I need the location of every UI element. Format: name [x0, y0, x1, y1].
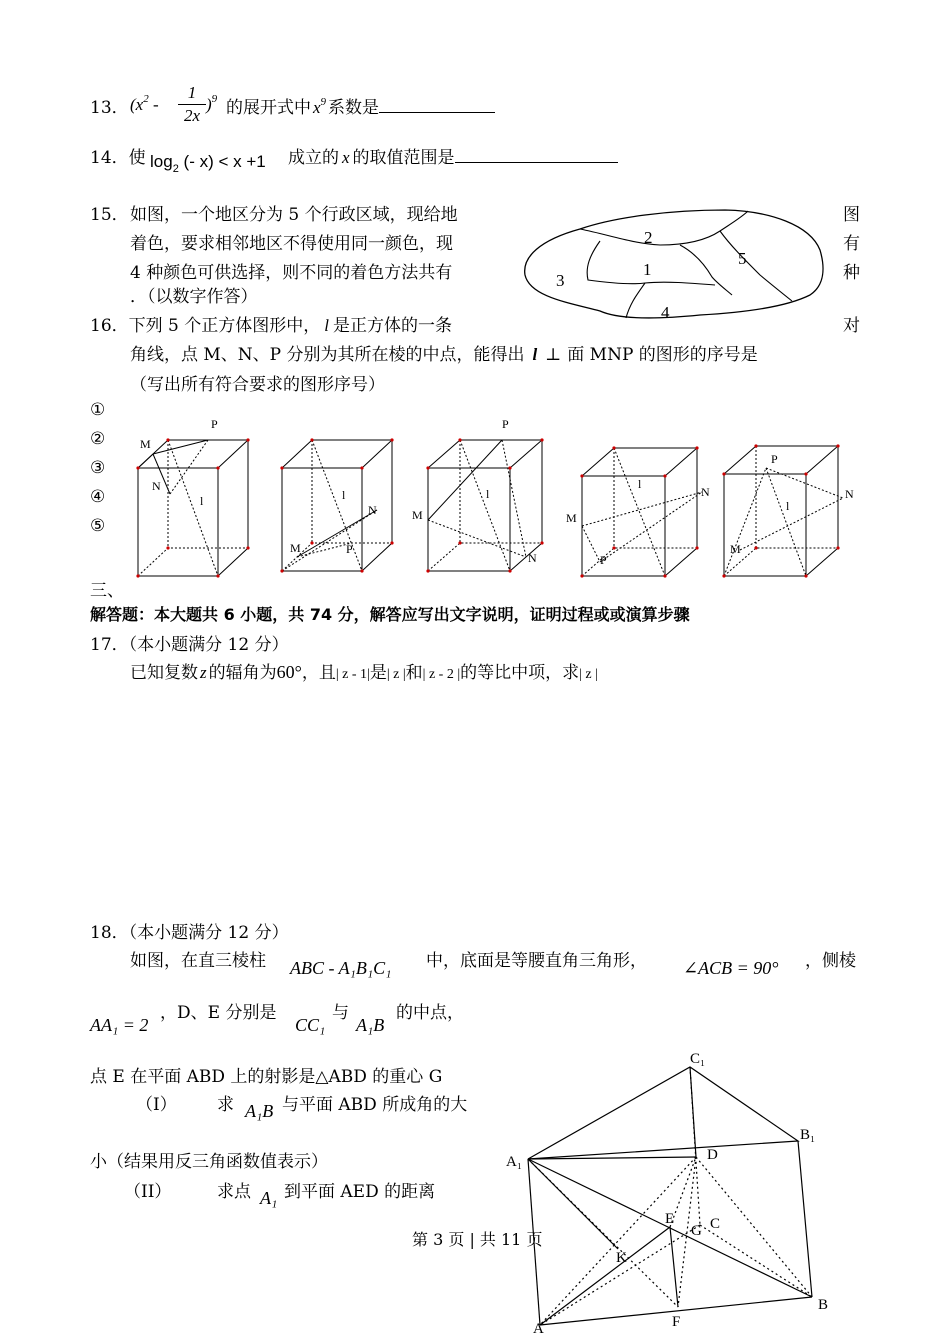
- map-outline: [525, 210, 823, 318]
- q18-line-3: 点 E 在平面 ABD 上的射影是△ABD 的重心 G: [90, 1067, 443, 1087]
- cube1-label-N: N: [152, 479, 161, 493]
- q16-option-1: ①: [90, 400, 106, 420]
- region-label-2: 2: [644, 228, 653, 247]
- cube2-label-P: P: [346, 542, 353, 556]
- q18-header: 18．（本小题满分 12 分）: [90, 923, 289, 943]
- q18-a1b: A₁B: [356, 1015, 385, 1035]
- prism-label-B1: B₁: [800, 1127, 816, 1143]
- cube4-label-M: M: [566, 511, 577, 525]
- q17-header: 17．（本小题满分 12 分）: [90, 635, 289, 655]
- q15-right-1: 图: [843, 205, 860, 225]
- q18-part-2-a1: A₁: [260, 1188, 278, 1208]
- q16-line-1-right: 对: [843, 316, 860, 336]
- q13-text: 的展开式中 $x^9$ 系数是: [226, 93, 495, 118]
- cube3-label-N: N: [528, 551, 537, 565]
- cube2-label-l: l: [342, 488, 346, 502]
- q15-region-map: [520, 205, 830, 323]
- q14-line: 14．使: [90, 148, 146, 168]
- q16-option-4: ④: [90, 487, 106, 507]
- cube5-label-l: l: [786, 499, 790, 513]
- q18-line-1a: 如图，在直三棱柱: [130, 951, 266, 971]
- q16-option-5: ⑤: [90, 516, 106, 536]
- cube3-label-l: l: [486, 487, 490, 501]
- q13-fraction: 1 2x: [178, 82, 206, 127]
- q18-cc1: CC₁: [295, 1015, 326, 1035]
- q18-aa1: AA₁ = 2: [90, 1015, 149, 1035]
- cube5-label-N: N: [845, 487, 854, 501]
- q16-line-2: 角线，点 M、N、P 分别为其所在棱的中点，能得出 l ⊥ 面 MNP 的图形的序号是: [130, 345, 758, 365]
- q18-prism: ABC - A₁B₁C₁: [290, 958, 392, 978]
- cube-figure-5: [724, 446, 843, 576]
- q15-line-2: 着色，要求相邻地区不得使用同一颜色，现: [130, 234, 453, 254]
- prism-label-E: E: [665, 1211, 675, 1227]
- region-label-4: 4: [661, 303, 670, 322]
- page-footer: 第 3 页 | 共 11 页: [412, 1230, 543, 1249]
- q18-part-1-text: 求: [217, 1095, 234, 1115]
- prism-label-A: A: [533, 1321, 544, 1337]
- prism-label-G: G: [691, 1223, 702, 1239]
- q16-cube-figures: [130, 410, 860, 585]
- q18-line-5: 小（结果用反三角函数值表示）: [90, 1152, 328, 1172]
- q15-line-4: ．（以数字作答）: [130, 287, 258, 307]
- region-label-5: 5: [738, 249, 747, 268]
- q13-expression-close: )$^9$: [206, 93, 218, 114]
- q18-part-2-label: （II）: [124, 1182, 172, 1202]
- q14-text: 成立的 x 的取值范围是: [288, 143, 618, 168]
- q15-number: 15．: [90, 205, 129, 225]
- prism-label-F: F: [672, 1314, 681, 1330]
- q18-part-2-text: 求点: [217, 1182, 251, 1202]
- cube3-label-M: M: [412, 508, 423, 522]
- q18-line-2c: 的中点，: [396, 1003, 464, 1023]
- cube2-label-N: N: [368, 503, 377, 517]
- q18-part-1-text-2: 与平面 ABD 所成角的大: [282, 1095, 468, 1115]
- map-border-4: [626, 283, 645, 318]
- cube-figure-1: [138, 440, 248, 576]
- map-border-5b: [720, 231, 792, 301]
- map-border-5: [680, 245, 732, 295]
- cube-vertex-dots: [136, 438, 839, 577]
- q16-option-3: ③: [90, 458, 106, 478]
- q13-number: 13．: [90, 98, 129, 118]
- cube5-label-M: M: [730, 542, 741, 556]
- region-label-3: 3: [556, 271, 565, 290]
- q15-line-1: 如图，一个地区分为 5 个行政区域，现给地: [130, 205, 458, 225]
- cube1-label-l: l: [200, 494, 204, 508]
- cube4-label-l: l: [638, 477, 642, 491]
- q18-line-1b: 中，底面是等腰直角三角形，: [426, 951, 647, 971]
- q18-line-2a: ，D、E 分别是: [160, 1003, 277, 1023]
- prism-label-B: B: [818, 1297, 829, 1313]
- q18-part-2-text-2: 到平面 AED 的距离: [284, 1182, 436, 1202]
- prism-label-A1: A₁: [506, 1154, 523, 1170]
- cube4-label-N: N: [701, 485, 710, 499]
- prism-label-C: C: [710, 1216, 721, 1232]
- prism-top-face: [528, 1067, 798, 1159]
- prism-label-C1: C₁: [690, 1051, 706, 1067]
- cube-figure-3: [428, 440, 542, 571]
- q13-line: [90, 93, 129, 118]
- q13-answer-blank[interactable]: [379, 98, 495, 113]
- cube4-label-P: P: [600, 553, 607, 567]
- cube5-label-P: P: [771, 452, 778, 466]
- q16-option-2: ②: [90, 429, 106, 449]
- q18-part-1-a1b: A₁B: [245, 1101, 274, 1121]
- q18-line-2b: 与: [332, 1003, 349, 1023]
- cube1-label-P: P: [211, 417, 218, 431]
- q14-answer-blank[interactable]: [455, 148, 618, 163]
- q15-right-2: 有: [843, 234, 860, 254]
- section-3-title: 解答题：本大题共 6 小题，共 74 分，解答应写出文字说明，证明过程或或演算步骤: [90, 605, 690, 624]
- q14-inequality: $\log_2$ (- x) < x +1: [150, 152, 266, 175]
- region-label-1: 1: [643, 260, 652, 279]
- q15-right-3: 种: [843, 263, 860, 283]
- q18-line-1c: ，侧棱: [805, 951, 856, 971]
- q18-prism-figure: [500, 1045, 840, 1337]
- q16-line-3: （写出所有符合要求的图形序号）: [130, 375, 385, 395]
- cube3-label-P: P: [502, 417, 509, 431]
- q18-part-1-label: （I）: [136, 1095, 177, 1115]
- section-3-number: 三、: [90, 581, 124, 601]
- q17-body: 已知复数 z 的辐角为60°，且| z - 1|是| z |和| z - 2 |的等比中项，求| z |: [130, 662, 598, 683]
- q18-angle: ∠ACB = 90°: [683, 958, 779, 978]
- cube2-label-M: M: [290, 541, 301, 555]
- q15-line-3: 4 种颜色可供选择，则不同的着色方法共有: [130, 263, 453, 283]
- q13-expression: ($x^2$ -: [130, 93, 159, 114]
- q16-line-1: 16．下列 5 个正方体图形中， l 是正方体的一条: [90, 316, 452, 336]
- map-border-2: [580, 211, 748, 245]
- prism-label-D: D: [707, 1147, 718, 1163]
- prism-label-K: K: [616, 1250, 627, 1266]
- cube1-label-M: M: [140, 437, 151, 451]
